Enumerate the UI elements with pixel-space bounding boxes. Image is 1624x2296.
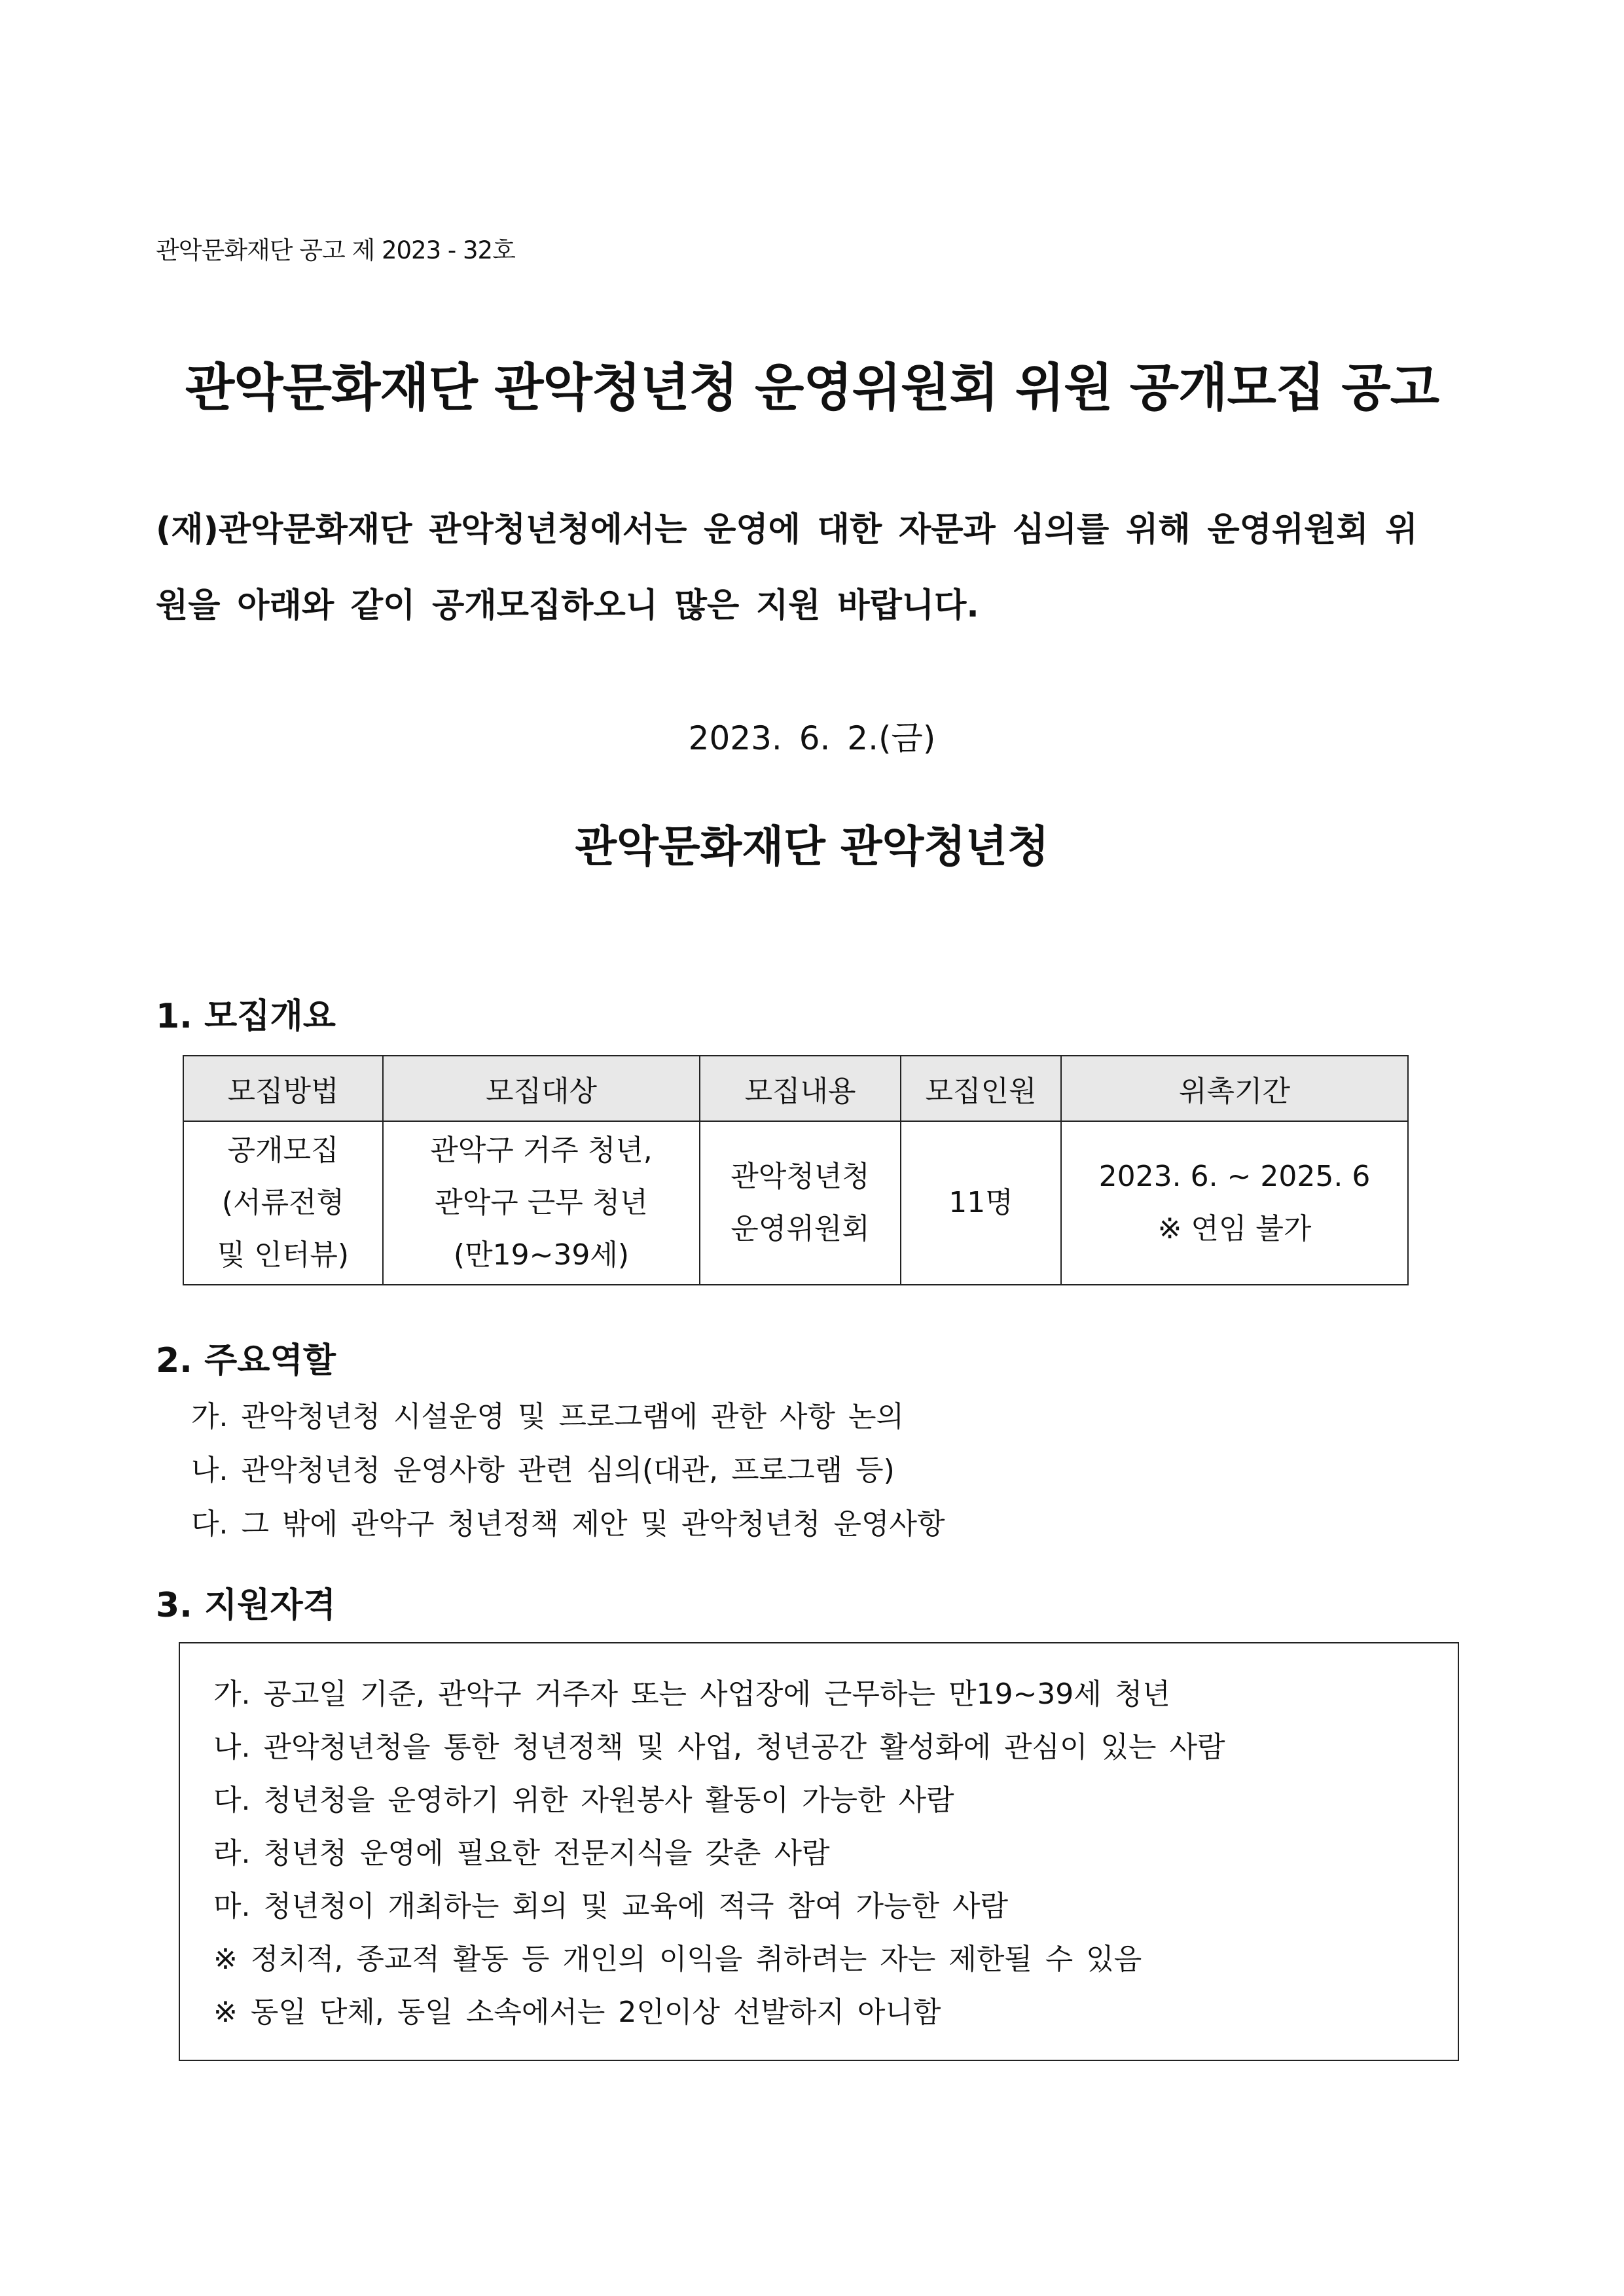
role-list <box>191 1390 945 1551</box>
list-item: 나. 관악청년청을 통한 청년정책 및 사업, 청년공간 활성화에 관심이 있는 사람 <box>213 1731 1225 1764</box>
qualification-list <box>213 1668 1225 2039</box>
cell-line: 2023. 6. ~ 2025. 6 <box>1098 1160 1371 1193</box>
cell-line: 및 인터뷰) <box>217 1238 350 1272</box>
cell-line: 운영위원회 <box>731 1212 870 1246</box>
table-header-cell: 모집내용 <box>700 1056 901 1121</box>
table-header-cell: 모집방법 <box>183 1056 383 1121</box>
intro-line: 원을 아래와 같이 공개모집하오니 많은 지원 바랍니다. <box>156 586 979 625</box>
recruitment-table <box>183 1055 1409 1285</box>
document-title: 관악문화재단 관악청년청 운영위원회 위원 공개모집 공고 <box>185 359 1439 418</box>
section-heading-main-roles: 2. 주요역할 <box>156 1341 336 1380</box>
content-cell <box>700 1121 901 1285</box>
notice-date: 2023. 6. 2.(금) <box>688 719 936 757</box>
section-heading-qualifications: 3. 지원자격 <box>156 1586 336 1625</box>
cell-line: ※ 연임 불가 <box>1157 1212 1312 1246</box>
list-item: 가. 관악청년청 시설운영 및 프로그램에 관한 사항 논의 <box>191 1400 904 1433</box>
cell-line: 관악청년청 <box>731 1160 870 1193</box>
notice-number: 관악문화재단 공고 제 2023 - 32호 <box>156 236 515 264</box>
list-item: 다. 그 밖에 관악구 청년정책 제안 및 관악청년청 운영사항 <box>191 1507 945 1541</box>
target-cell <box>383 1121 700 1285</box>
list-item: 다. 청년청을 운영하기 위한 자원봉사 활동이 가능한 사람 <box>213 1784 954 1817</box>
cell-line: (서류전형 <box>221 1186 345 1219</box>
count-cell <box>901 1121 1061 1285</box>
method-cell <box>183 1121 383 1285</box>
cell-line: 관악구 근무 청년 <box>435 1186 648 1219</box>
list-item: 라. 청년청 운영에 필요한 전문지식을 갖춘 사람 <box>213 1837 830 1870</box>
cell-line: 11명 <box>948 1186 1013 1219</box>
table-header-cell: 모집인원 <box>901 1056 1061 1121</box>
list-item: ※ 정치적, 종교적 활동 등 개인의 이익을 취하려는 자는 제한될 수 있음 <box>213 1943 1142 1976</box>
table-header-cell: 위촉기간 <box>1061 1056 1408 1121</box>
section-heading-recruitment-overview: 1. 모집개요 <box>156 997 336 1036</box>
list-item: 가. 공고일 기준, 관악구 거주자 또는 사업장에 근무하는 만19~39세 청년 <box>213 1677 1170 1711</box>
list-item: ※ 동일 단체, 동일 소속에서는 2인이상 선발하지 아니함 <box>213 1996 941 2029</box>
period-cell <box>1061 1121 1408 1285</box>
cell-line: (만19~39세) <box>453 1238 630 1272</box>
table-row <box>183 1121 1408 1285</box>
list-item: 나. 관악청년청 운영사항 관련 심의(대관, 프로그램 등) <box>191 1454 895 1487</box>
organization-name: 관악문화재단 관악청년청 <box>575 821 1049 872</box>
list-item: 마. 청년청이 개최하는 회의 및 교육에 적극 참여 가능한 사람 <box>213 1890 1008 1923</box>
cell-line: 공개모집 <box>227 1134 339 1167</box>
table-header-cell: 모집대상 <box>383 1056 700 1121</box>
cell-line: 관악구 거주 청년, <box>430 1134 653 1167</box>
intro-line: (재)관악문화재단 관악청년청에서는 운영에 대한 자문과 심의를 위해 운영위원회 위 <box>156 511 1418 549</box>
table-header-row <box>183 1056 1408 1121</box>
intro-paragraph <box>156 492 1485 644</box>
